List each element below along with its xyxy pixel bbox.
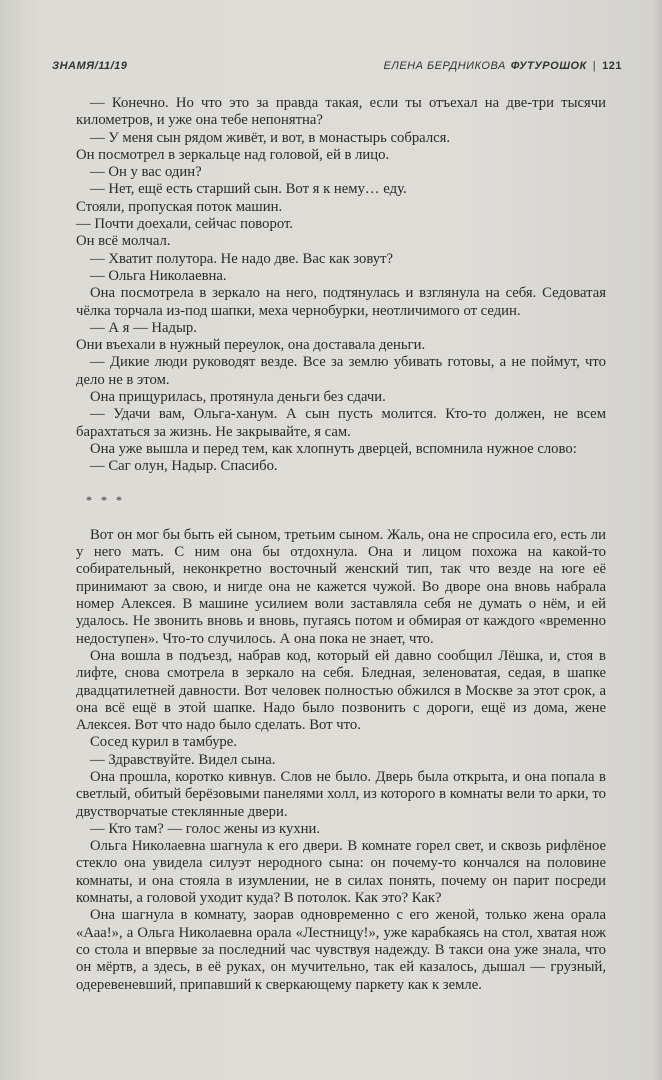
section-divider: * * *: [86, 492, 125, 507]
paragraph: Она вошла в подъезд, набрав код, который ей давно сообщил Лёшка, и, стоя в лифте, снова смотрела в зеркало на себя. Бледная, зеленоватая, седая, в шапке двадцатилетней давности. Вот человек полностью обжился в Москве за этот срок, а она всё ещё в этой шапке. Надо было позвонить с дороги, ещё из дома, жене Алексея. Вот что надо было сделать. Вот что.: [76, 647, 606, 734]
paragraph: Она прищурилась, протянула деньги без сдачи.: [90, 389, 386, 406]
header-separator: |: [592, 60, 597, 72]
paragraph: Стояли, пропуская поток машин.: [76, 198, 283, 215]
body-text: [76, 95, 606, 994]
header-right: [383, 60, 622, 72]
paragraph: — Он у вас один?: [90, 164, 202, 181]
paragraph: — Саг олун, Надыр. Спасибо.: [90, 458, 278, 475]
journal-issue: ЗНАМЯ/11/19: [52, 60, 128, 72]
paragraph: Она прошла, коротко кивнув. Слов не было. Дверь была открыта, и она попала в светлый, обитый берёзовыми панелями холл, из которого в комнаты вели то арки, то двустворчатые стеклянные двери.: [76, 768, 606, 820]
paragraph: Сосед курил в тамбуре.: [90, 734, 237, 751]
paragraph: — Кто там? — голос жены из кухни.: [90, 820, 321, 837]
paragraph: Она посмотрела в зеркало на него, подтянулась и взглянула на себя. Седоватая чёлка торчала из-под шапки, меха чернобурки, неотличимого от седин.: [76, 285, 606, 319]
paragraph: — Почти доехали, сейчас поворот.: [76, 216, 293, 233]
paragraph: — Ольга Николаевна.: [90, 267, 227, 284]
page-edge-shadow: [652, 0, 662, 1080]
paragraph: — Удачи вам, Ольга-ханум. А сын пусть молится. Кто-то должен, не всем барахтаться за жизнь. Не закрывайте, я сам.: [76, 406, 606, 440]
paragraph: — Конечно. Но что это за правда такая, если ты отъехал на две-три тысячи километров, и уже она тебе непонятна?: [76, 95, 606, 129]
paragraph: Он посмотрел в зеркальце над головой, ей в лицо.: [76, 146, 390, 163]
paragraph: Они въехали в нужный переулок, она доставала деньги.: [76, 337, 426, 354]
paragraph: — Здравствуйте. Видел сына.: [90, 751, 276, 768]
running-header: [52, 56, 622, 76]
paragraph: Он всё молчал.: [76, 233, 171, 250]
author-name: ЕЛЕНА БЕРДНИКОВА: [383, 60, 506, 72]
paragraph: — Нет, ещё есть старший сын. Вот я к нему… еду.: [90, 181, 407, 198]
paragraph: Ольга Николаевна шагнула к его двери. В комнате горел свет, и сквозь рифлёное стекло она увидела силуэт неродного сына: он почему-то кончался на половине комнаты, и она стояла в изумлении, не в силах понять, почему он парит посреди комнаты, а головой уходит куда? В потолок. Как это? Как?: [76, 838, 606, 907]
paragraph: — Хватит полутора. Не надо две. Вас как зовут?: [90, 250, 394, 267]
paragraph: — У меня сын рядом живёт, и вот, в монастырь собрался.: [90, 129, 451, 146]
work-title: ФУТУРОШОК: [510, 60, 587, 72]
paragraph: Вот он мог бы быть ей сыном, третьим сыном. Жаль, она не спросила его, есть ли у него мать. С ним она бы отдохнула. Она и лицом похожа на какой-то собирательный, неконкретно восточный женский тип, так что везде на юге её принимают за свою, и нигде она не кажется чужой. Во дворе она вновь набрала номер Алексея. В машине усилием воли заставляла себя не думать о нём, и ей удалось. Не звонить вновь и вновь, пугаясь потом и обмирая от каждого «временно недоступен». Что-то случилось. А она пока не знает, что.: [76, 526, 606, 647]
paragraph: — А я — Надыр.: [90, 319, 197, 336]
paragraph: Она уже вышла и перед тем, как хлопнуть дверцей, вспомнила нужное слово:: [90, 440, 577, 457]
paragraph: Она шагнула в комнату, заорав одновременно с его женой, только жена орала «Ааа!», а Ольга Николаевна орала «Лестницу!», уже карабкаясь на стол, хватая нож со стола и впервые за последний час чувствуя надежду. В такси она уже знала, что он мёртв, а здесь, в её руках, он мучительно, так ей казалось, дышал — грузный, одеревеневший, припавший к сверкающему паркету как к земле.: [76, 907, 606, 993]
paragraph: — Дикие люди руководят везде. Все за землю убивать готовы, а не поймут, что дело не в этом.: [76, 354, 606, 388]
page-number: 121: [602, 60, 622, 72]
